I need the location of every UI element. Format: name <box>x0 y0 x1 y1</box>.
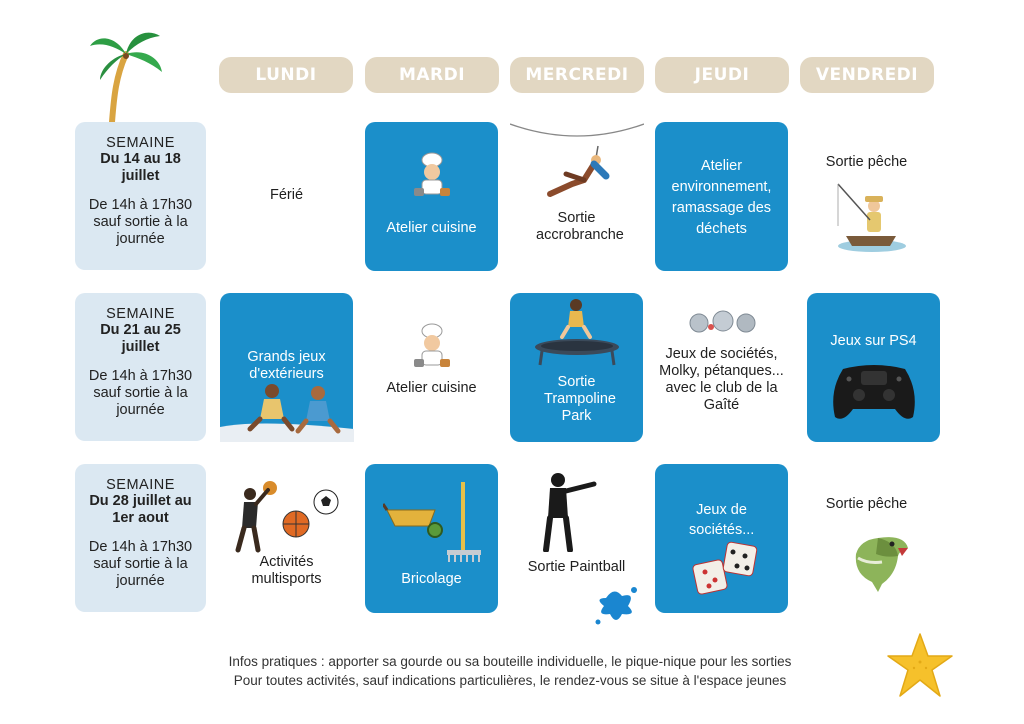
activity-label: Sortie accrobranche <box>536 210 624 243</box>
week-dates: Du 14 au 18 juillet <box>100 151 181 184</box>
activity-label: Sortie Paintball <box>527 559 626 575</box>
week-card-2 <box>75 293 206 441</box>
starfish-icon <box>884 630 956 702</box>
zipline-icon <box>510 122 644 206</box>
week-title: SEMAINE <box>106 477 175 493</box>
activity-w3-mardi <box>365 464 498 613</box>
activity-label: Atelier cuisine <box>386 380 477 396</box>
activity-w1-vendredi <box>800 122 933 271</box>
footer-line-1: Infos pratiques : apporter sa gourde ou sa bouteille individuelle, le pique-nique pour les sorties <box>228 654 792 669</box>
activity-w2-mercredi <box>510 293 643 442</box>
activity-w2-lundi <box>220 293 353 442</box>
activity-label: Jeux de sociétés... <box>689 502 755 538</box>
activity-label: Atelier cuisine <box>386 220 477 236</box>
activity-w3-vendredi <box>800 464 933 613</box>
activity-w1-mardi <box>365 122 498 271</box>
day-header-vendredi: VENDREDI <box>800 57 934 93</box>
fish-icon <box>848 528 912 594</box>
activity-w2-vendredi <box>807 293 940 442</box>
activity-label: Sortie pêche <box>825 154 908 170</box>
day-header-mercredi: MERCREDI <box>510 57 644 93</box>
dice-icon <box>691 538 761 600</box>
wheelbarrow-rake-icon <box>383 480 483 564</box>
activity-w2-jeudi <box>655 293 788 442</box>
trampoline-icon <box>532 297 622 369</box>
day-header-jeudi: JEUDI <box>655 57 789 93</box>
activity-label: Jeux de sociétés, Molky, pétanques... avec le club de la Gaîté <box>659 346 784 413</box>
day-header-mardi: MARDI <box>365 57 499 93</box>
footer-line-2: Pour toutes activités, sauf indications particulières, le rendez-vous se situe à l'espace jeunes <box>233 673 787 688</box>
activity-w1-lundi <box>220 122 353 271</box>
activity-w3-jeudi <box>655 464 788 613</box>
activity-label: Férié <box>269 187 304 203</box>
week-dates: Du 21 au 25 juillet <box>100 322 181 355</box>
week-card-1 <box>75 122 206 270</box>
palm-tree-icon <box>86 26 166 124</box>
week-card-3 <box>75 464 206 612</box>
kids-playing-icon <box>220 379 354 442</box>
activity-label: Jeux sur PS4 <box>830 333 917 349</box>
week-dates: Du 28 juillet au 1er aout <box>89 493 192 526</box>
activity-w3-mercredi <box>510 464 643 613</box>
paint-splash-icon <box>592 582 640 628</box>
petanque-balls-icon <box>689 307 757 333</box>
week-title: SEMAINE <box>106 306 175 322</box>
activity-w1-mercredi <box>510 122 643 271</box>
fisherman-icon <box>834 180 906 256</box>
footer-info <box>150 652 870 690</box>
gamepad-icon <box>829 361 919 423</box>
activity-w2-mardi <box>365 293 498 442</box>
week-hours: De 14h à 17h30 sauf sortie à la journée <box>88 368 193 418</box>
chef-icon <box>411 152 453 198</box>
chef-icon <box>411 323 453 369</box>
week-hours: De 14h à 17h30 sauf sortie à la journée <box>88 197 193 247</box>
week-title: SEMAINE <box>106 135 175 151</box>
activity-w3-lundi <box>220 464 353 613</box>
activity-label: Sortie pêche <box>825 496 908 512</box>
activity-label: Grands jeux d'extérieurs <box>247 349 326 382</box>
activity-label: Activités multisports <box>251 554 322 587</box>
paintball-soldier-icon <box>538 470 598 552</box>
activity-label: Bricolage <box>401 571 462 587</box>
week-hours: De 14h à 17h30 sauf sortie à la journée <box>88 539 193 589</box>
activity-label: Atelier environnement, ramassage des déchets <box>671 158 772 237</box>
activity-label: Sortie Trampoline Park <box>544 374 616 424</box>
activity-w1-jeudi <box>655 122 788 271</box>
day-header-lundi: LUNDI <box>219 57 353 93</box>
